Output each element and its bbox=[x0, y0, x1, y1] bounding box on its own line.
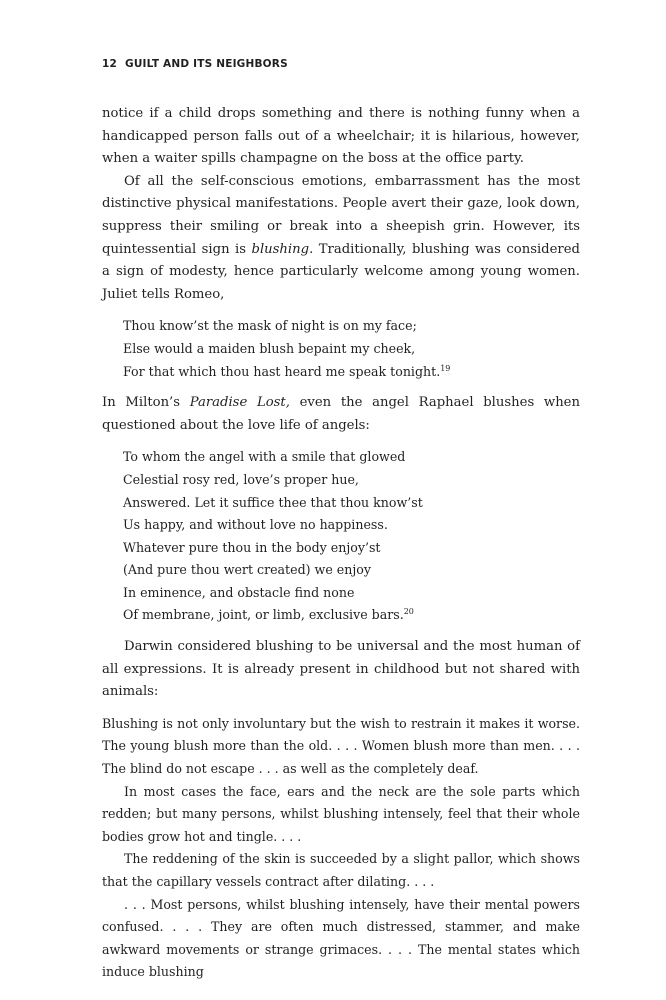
paragraph-2-emphasis: blushing. bbox=[251, 241, 314, 257]
verse-line: Answered. Let it suffice thee that thou know’st bbox=[123, 494, 423, 510]
paragraph-3 bbox=[102, 392, 580, 437]
verse-line: Celestial rosy red, love’s proper hue, bbox=[123, 471, 359, 487]
paragraph-2-text-b: Traditionally, blushing was considered a sign of modesty, hence particularly welcome among young women. Juliet tells Romeo, bbox=[102, 241, 580, 302]
verse-line-last bbox=[123, 604, 580, 627]
paragraph-3-text-b: even the angel Raphael blushes when questioned about the love life of angels: bbox=[102, 395, 580, 433]
paragraph-1: notice if a child drops something and there is nothing funny when a handicapped person falls out of a wheelchair; it is hilarious, however, when a waiter spills champagne on the boss at the office party. bbox=[102, 106, 580, 167]
running-header bbox=[102, 58, 288, 70]
quote-paragraph-1: Blushing is not only involuntary but the wish to restrain it makes it worse. The young blush more than the old. . . . Women blush more than men. . . . The blind do not escape . . . as well as the completely deaf. bbox=[102, 715, 580, 777]
paragraph-2 bbox=[102, 171, 580, 307]
verse-line: (And pure thou wert created) we enjoy bbox=[123, 562, 371, 578]
body-text bbox=[102, 103, 580, 984]
paragraph-3-text-a: In Milton’s bbox=[102, 395, 190, 411]
verse-juliet bbox=[123, 315, 580, 383]
verse-line-last bbox=[123, 361, 580, 384]
verse-line: Else would a maiden blush bepaint my cheek, bbox=[123, 340, 416, 356]
page-number: 12 bbox=[102, 58, 118, 70]
paragraph-3-emphasis: Paradise Lost, bbox=[189, 395, 290, 411]
quote-paragraph-4: . . . Most persons, whilst blushing intensely, have their mental powers confused. . . . They are often much distressed, stammer, and make awkward movements or strange grimaces. . . . The mental states which induce blushing bbox=[102, 896, 580, 980]
verse-line-text: Of membrane, joint, or limb, exclusive bars. bbox=[123, 607, 404, 623]
running-title: GUILT AND ITS NEIGHBORS bbox=[125, 58, 288, 70]
verse-line: Thou know’st the mask of night is on my face; bbox=[123, 318, 417, 334]
quote-paragraph-3: The reddening of the skin is succeeded by a slight pallor, which shows that the capillary vessels contract after dilating. . . . bbox=[102, 851, 580, 889]
verse-line: Us happy, and without love no happiness. bbox=[123, 517, 388, 533]
verse-line: In eminence, and obstacle find none bbox=[123, 584, 355, 600]
footnote-ref-20: 20 bbox=[403, 607, 414, 617]
paragraph-4: Darwin considered blushing to be universal and the most human of all expressions. It is already present in childhood but not shared with animals: bbox=[102, 639, 580, 700]
verse-milton bbox=[123, 446, 580, 627]
quote-paragraph-2: In most cases the face, ears and the neck are the sole parts which redden; but many persons, whilst blushing intensely, feel that their whole bodies grow hot and tingle. . . . bbox=[102, 783, 580, 844]
verse-line: To whom the angel with a smile that glowed bbox=[123, 449, 406, 465]
paragraph-2-text-a: Of all the self-conscious emotions, embarrassment has the most distinctive physical manifestations. People avert their gaze, look down, suppress their smiling or break into a sheepish grin. However, its quintessential sign is bbox=[102, 173, 580, 257]
darwin-block-quote bbox=[102, 713, 580, 984]
verse-line-text: For that which thou hast heard me speak tonight. bbox=[123, 363, 441, 379]
footnote-ref-19: 19 bbox=[440, 363, 451, 373]
verse-line: Whatever pure thou in the body enjoy’st bbox=[123, 539, 381, 555]
